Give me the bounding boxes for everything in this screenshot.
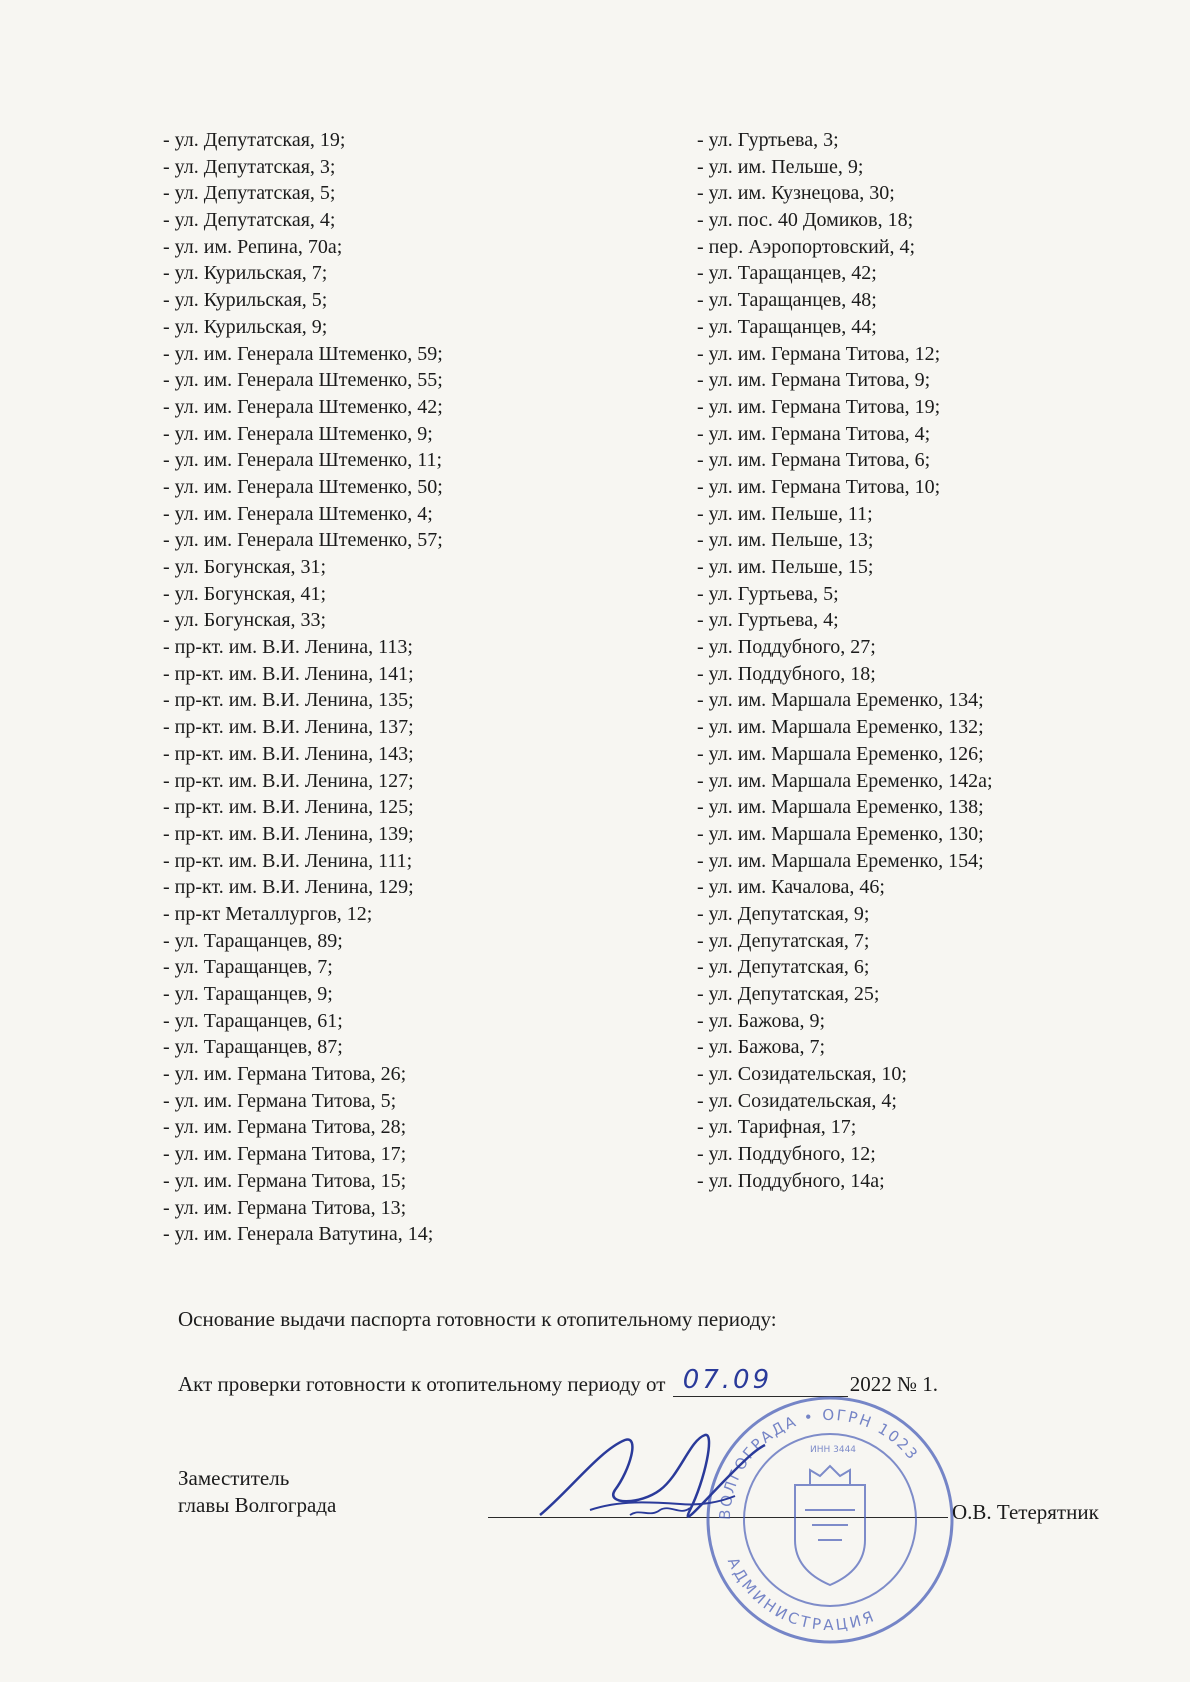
address-item: - ул. Поддубного, 27;	[697, 636, 876, 659]
address-item: - ул. им. Генерала Штеменко, 59;	[163, 342, 443, 365]
address-item: - ул. им. Пельше, 15;	[697, 556, 874, 578]
address-item: - ул. им. Генерала Штеменко, 42;	[163, 395, 443, 418]
address-item: - пр-кт. им. В.И. Ленина, 125;	[163, 796, 414, 819]
address-item: - ул. Бажова, 9;	[697, 1009, 826, 1032]
address-item: - ул. Депутатская, 4;	[163, 209, 336, 232]
address-item: - ул. Тарифная, 17;	[697, 1116, 857, 1139]
address-item: - ул. им. Генерала Штеменко, 50;	[163, 475, 443, 498]
address-item: - ул. им. Генерала Штеменко, 57;	[163, 529, 443, 552]
address-item: - ул. им. Германа Титова, 10;	[697, 475, 941, 498]
address-item: - ул. Курильская, 9;	[163, 315, 328, 338]
address-item: - ул. пос. 40 Домиков, 18;	[697, 209, 914, 232]
address-item: - ул. Таращанцев, 61;	[163, 1009, 343, 1032]
address-item: - ул. им. Генерала Ватутина, 14;	[163, 1223, 434, 1246]
address-item: - ул. Таращанцев, 89;	[163, 929, 343, 952]
address-item: - ул. им. Репина, 70а;	[163, 235, 343, 258]
address-item: - ул. им. Маршала Еременко, 126;	[697, 742, 984, 765]
position-line-1: Заместитель	[178, 1466, 290, 1490]
address-item: - ул. Поддубного, 18;	[697, 662, 876, 685]
address-item: - ул. им. Германа Титова, 17;	[163, 1143, 407, 1166]
address-item: - ул. им. Германа Титова, 12;	[697, 342, 941, 365]
address-item: - ул. Созидательская, 10;	[697, 1063, 907, 1086]
address-item: - ул. Гуртьева, 5;	[697, 582, 839, 605]
signatory-name: О.В. Тетерятник	[952, 1500, 1099, 1524]
address-item: - ул. Таращанцев, 44;	[697, 315, 877, 338]
address-item: - пр-кт. им. В.И. Ленина, 139;	[163, 822, 414, 845]
address-item: - ул. им. Германа Титова, 15;	[163, 1169, 407, 1192]
address-item: - ул. Богунская, 41;	[163, 582, 327, 605]
address-list-right	[697, 127, 993, 1195]
act-prefix: Акт проверки готовности к отопительному периоду от	[178, 1372, 666, 1396]
address-item: - ул. Таращанцев, 42;	[697, 262, 877, 285]
address-item: - ул. им. Пельше, 13;	[697, 529, 874, 552]
address-item: - пр-кт. им. В.И. Ленина, 113;	[163, 636, 413, 659]
address-item: - ул. им. Германа Титова, 5;	[163, 1089, 397, 1112]
basis-statement: Основание выдачи паспорта готовности к отопительному периоду:	[178, 1307, 777, 1331]
address-item: - ул. Бажова, 7;	[697, 1036, 826, 1059]
address-item: - пер. Аэропортовский, 4;	[697, 235, 916, 258]
address-item: - пр-кт. им. В.И. Ленина, 143;	[163, 742, 414, 765]
address-item: - ул. им. Маршала Еременко, 154;	[697, 849, 984, 872]
address-item: - ул. Курильская, 5;	[163, 289, 328, 312]
stamp-bottom-text: АДМИНИСТРАЦИЯ	[723, 1554, 879, 1634]
address-item: - ул. им. Маршала Еременко, 130;	[697, 822, 984, 845]
address-item: - пр-кт. им. В.И. Ленина, 111;	[163, 849, 413, 872]
address-item: - ул. Депутатская, 25;	[697, 983, 880, 1005]
address-item: - ул. им. Генерала Штеменко, 4;	[163, 502, 433, 525]
coat-of-arms-icon	[795, 1466, 865, 1585]
address-item: - ул. Депутатская, 5;	[163, 182, 336, 205]
act-suffix: 2022 № 1.	[849, 1372, 938, 1396]
address-item: - ул. им. Германа Титова, 28;	[163, 1116, 407, 1139]
address-item: - ул. им. Маршала Еременко, 138;	[697, 796, 984, 819]
address-item: - ул. им. Маршала Еременко, 142а;	[697, 769, 993, 792]
address-item: - ул. им. Кузнецова, 30;	[697, 182, 895, 205]
address-item: - пр-кт. им. В.И. Ленина, 129;	[163, 876, 414, 899]
address-item: - пр-кт. им. В.И. Ленина, 137;	[163, 716, 414, 739]
address-item: - ул. Депутатская, 3;	[163, 155, 336, 178]
address-item: - ул. Таращанцев, 9;	[163, 983, 333, 1005]
address-item: - ул. Депутатская, 6;	[697, 956, 870, 979]
address-item: - ул. им. Генерала Штеменко, 9;	[163, 422, 433, 445]
address-item: - ул. им. Генерала Штеменко, 11;	[163, 449, 443, 472]
handwritten-date: 07.09	[682, 1365, 773, 1395]
address-item: - ул. им. Германа Титова, 26;	[163, 1063, 407, 1086]
address-item: - ул. им. Маршала Еременко, 132;	[697, 716, 984, 739]
address-item: - ул. Гуртьева, 3;	[697, 129, 839, 151]
address-item: - ул. Созидательская, 4;	[697, 1089, 897, 1112]
position-line-2: главы Волгограда	[178, 1493, 337, 1517]
address-item: - ул. Депутатская, 7;	[697, 929, 870, 952]
address-item: - пр-кт. им. В.И. Ленина, 141;	[163, 662, 414, 685]
address-item: - пр-кт. им. В.И. Ленина, 135;	[163, 689, 414, 712]
address-item: - ул. им. Германа Титова, 9;	[697, 369, 931, 392]
address-item: - ул. Курильская, 7;	[163, 262, 328, 285]
address-item: - ул. Таращанцев, 7;	[163, 956, 333, 979]
address-item: - ул. Богунская, 33;	[163, 609, 327, 632]
address-item: - ул. Богунская, 31;	[163, 556, 327, 578]
address-item: - ул. Депутатская, 19;	[163, 129, 346, 151]
address-item: - ул. им. Германа Титова, 19;	[697, 395, 941, 418]
address-item: - пр-кт Металлургов, 12;	[163, 902, 373, 925]
address-item: - ул. им. Генерала Штеменко, 55;	[163, 369, 443, 392]
address-item: - ул. им. Пельше, 11;	[697, 502, 873, 525]
address-item: - ул. Таращанцев, 87;	[163, 1036, 343, 1059]
address-item: - ул. им. Качалова, 46;	[697, 876, 885, 899]
address-item: - ул. им. Маршала Еременко, 134;	[697, 689, 984, 712]
stamp-top-text: ВОЛГОГРАДА • ОГРН 1023	[715, 1405, 923, 1521]
stamp-inn-text: ИНН 3444	[810, 1445, 857, 1455]
address-item: - ул. им. Германа Титова, 4;	[697, 422, 931, 445]
address-item: - ул. Гуртьева, 4;	[697, 609, 839, 632]
handwritten-signature	[530, 1420, 790, 1540]
address-item: - ул. Таращанцев, 48;	[697, 289, 877, 312]
address-item: - ул. им. Германа Титова, 6;	[697, 449, 931, 472]
address-item: - ул. Поддубного, 14а;	[697, 1169, 885, 1192]
address-list-left	[163, 127, 443, 1248]
address-item: - ул. Депутатская, 9;	[697, 902, 870, 925]
signatory-position	[178, 1465, 336, 1519]
address-item: - ул. Поддубного, 12;	[697, 1143, 876, 1166]
address-item: - ул. им. Пельше, 9;	[697, 155, 864, 178]
address-item: - ул. им. Германа Титова, 13;	[163, 1196, 407, 1219]
address-item: - пр-кт. им. В.И. Ленина, 127;	[163, 769, 414, 792]
